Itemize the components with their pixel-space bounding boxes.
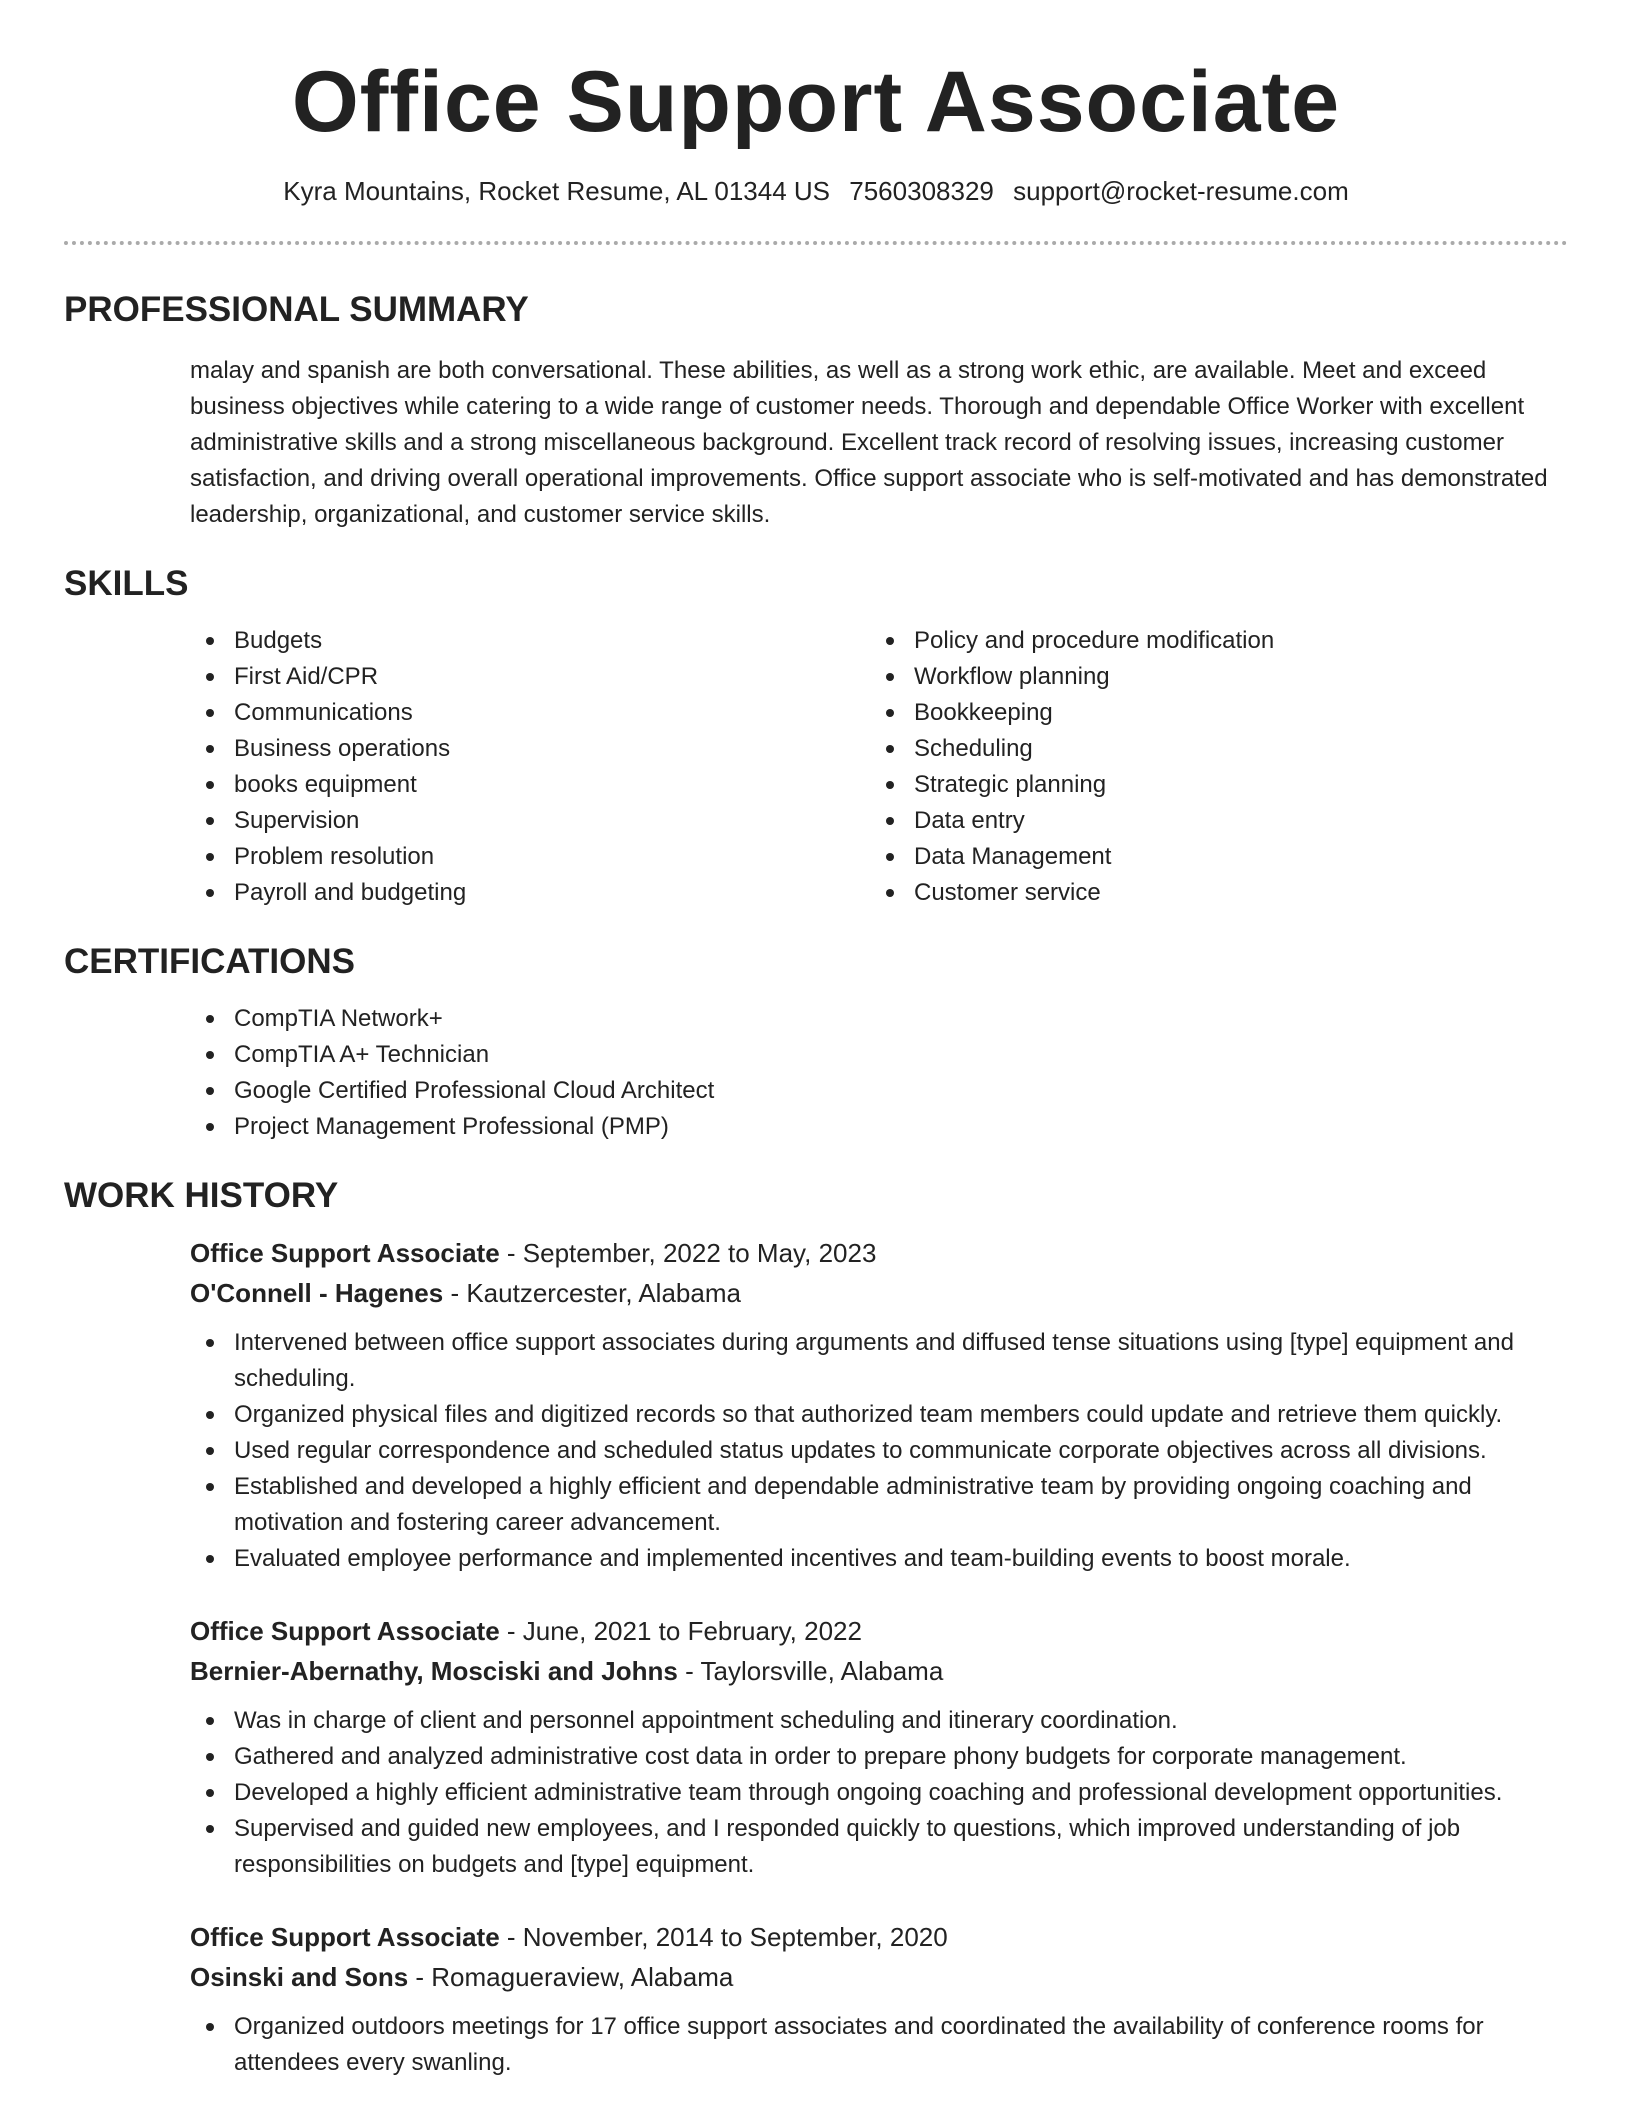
skills-section bbox=[0, 563, 1632, 911]
job-bullet: Developed a highly efficient administrative team through ongoing coaching and professional development opportunities. bbox=[190, 1775, 1568, 1811]
skills-list-left bbox=[190, 623, 870, 911]
skill-item: Payroll and budgeting bbox=[190, 875, 870, 911]
job-bullet: Evaluated employee performance and implemented incentives and team-building events to boost morale. bbox=[190, 1541, 1568, 1577]
certifications-list bbox=[190, 1001, 1568, 1145]
skill-item: Strategic planning bbox=[870, 767, 1550, 803]
job-role: Office Support Associate bbox=[190, 1921, 500, 1952]
job-bullet: Organized outdoors meetings for 17 office support associates and coordinated the availability of conference rooms for attendees every swanling. bbox=[190, 2009, 1568, 2081]
job-bullet: Supervised and guided new employees, and I responded quickly to questions, which improved understanding of job responsibilities on budgets and [type] equipment. bbox=[190, 1811, 1568, 1883]
job-company: Bernier-Abernathy, Mosciski and Johns bbox=[190, 1655, 678, 1686]
job-location: Kautzercester, Alabama bbox=[466, 1277, 741, 1308]
contact-address: Kyra Mountains, Rocket Resume, AL 01344 US bbox=[283, 175, 831, 206]
job-bullet: Used regular correspondence and scheduled status updates to communicate corporate objectives across all divisions. bbox=[190, 1433, 1568, 1469]
job-bullet: Was in charge of client and personnel appointment scheduling and itinerary coordination. bbox=[190, 1703, 1568, 1739]
job-dates: June, 2021 to February, 2022 bbox=[522, 1615, 862, 1646]
contact-email: support@rocket-resume.com bbox=[1013, 175, 1349, 206]
contact-line bbox=[0, 176, 1632, 207]
skill-item: Communications bbox=[190, 695, 870, 731]
certifications-section bbox=[0, 941, 1632, 1145]
job-company-line: O'Connell - Hagenes - Kautzercester, Alabama bbox=[190, 1277, 741, 1308]
summary-text: malay and spanish are both conversational. These abilities, as well as a strong work ethic, are available. Meet and exceed business objectives while catering to a wide range of customer needs. Thorough and dependable Office Worker with excellent administrative skills and a strong miscellaneous background. Excellent track record of resolving issues, increasing customer satisfaction, and driving overall operational improvements. Office support associate who is self-motivated and has demonstrated leadership, organizational, and customer service skills. bbox=[190, 356, 1548, 528]
job-dates: November, 2014 to September, 2020 bbox=[522, 1921, 948, 1952]
skill-item: First Aid/CPR bbox=[190, 659, 870, 695]
skill-item: Business operations bbox=[190, 731, 870, 767]
skills-list-right bbox=[870, 623, 1550, 911]
job-bullet: Intervened between office support associates during arguments and diffused tense situations using [type] equipment and scheduling. bbox=[190, 1325, 1568, 1397]
skill-item: Policy and procedure modification bbox=[870, 623, 1550, 659]
job-company: O'Connell - Hagenes bbox=[190, 1277, 444, 1308]
job-role: Office Support Associate bbox=[190, 1615, 500, 1646]
summary-section bbox=[0, 289, 1632, 533]
certifications-heading: CERTIFICATIONS bbox=[64, 941, 356, 981]
certification-item: Google Certified Professional Cloud Architect bbox=[190, 1073, 1568, 1109]
job-bullets bbox=[190, 1703, 1568, 1883]
job-location: Taylorsville, Alabama bbox=[700, 1655, 944, 1686]
job-role-line: Office Support Associate - September, 2022 to May, 2023 bbox=[190, 1237, 877, 1268]
skill-item: Budgets bbox=[190, 623, 870, 659]
job-company: Osinski and Sons bbox=[190, 1961, 409, 1992]
job-entry bbox=[190, 1611, 1568, 1883]
skill-item: Data entry bbox=[870, 803, 1550, 839]
skill-item: books equipment bbox=[190, 767, 870, 803]
resume-header bbox=[0, 0, 1632, 207]
skill-item: Data Management bbox=[870, 839, 1550, 875]
skill-item: Bookkeeping bbox=[870, 695, 1550, 731]
job-location: Romagueraview, Alabama bbox=[431, 1961, 734, 1992]
skills-grid bbox=[190, 623, 1568, 911]
job-bullet: Established and developed a highly efficient and dependable administrative team by providing ongoing coaching and motivation and fostering career advancement. bbox=[190, 1469, 1568, 1541]
skill-item: Problem resolution bbox=[190, 839, 870, 875]
skill-item: Supervision bbox=[190, 803, 870, 839]
skill-item: Workflow planning bbox=[870, 659, 1550, 695]
job-entry bbox=[190, 1917, 1568, 2081]
skill-item: Scheduling bbox=[870, 731, 1550, 767]
job-role-line: Office Support Associate - June, 2021 to February, 2022 bbox=[190, 1615, 862, 1646]
certification-item: Project Management Professional (PMP) bbox=[190, 1109, 1568, 1145]
skills-heading: SKILLS bbox=[64, 563, 189, 603]
job-bullets bbox=[190, 1325, 1568, 1577]
skill-item: Customer service bbox=[870, 875, 1550, 911]
job-bullet: Organized physical files and digitized records so that authorized team members could update and retrieve them quickly. bbox=[190, 1397, 1568, 1433]
certification-item: CompTIA A+ Technician bbox=[190, 1037, 1568, 1073]
job-role: Office Support Associate bbox=[190, 1237, 500, 1268]
summary-heading: PROFESSIONAL SUMMARY bbox=[64, 289, 529, 329]
job-bullet: Gathered and analyzed administrative cost data in order to prepare phony budgets for corporate management. bbox=[190, 1739, 1568, 1775]
job-entry bbox=[190, 1233, 1568, 1577]
job-company-line: Osinski and Sons - Romagueraview, Alabama bbox=[190, 1961, 734, 1992]
resume-title: Office Support Associate bbox=[291, 54, 1341, 150]
contact-phone: 7560308329 bbox=[849, 175, 994, 206]
job-company-line: Bernier-Abernathy, Mosciski and Johns - Taylorsville, Alabama bbox=[190, 1655, 944, 1686]
work-history-heading: WORK HISTORY bbox=[64, 1175, 339, 1215]
job-dates: September, 2022 to May, 2023 bbox=[522, 1237, 877, 1268]
job-role-line: Office Support Associate - November, 2014 to September, 2020 bbox=[190, 1921, 948, 1952]
header-divider bbox=[64, 241, 1568, 245]
certification-item: CompTIA Network+ bbox=[190, 1001, 1568, 1037]
work-history-section bbox=[0, 1175, 1632, 2081]
job-bullets bbox=[190, 2009, 1568, 2081]
